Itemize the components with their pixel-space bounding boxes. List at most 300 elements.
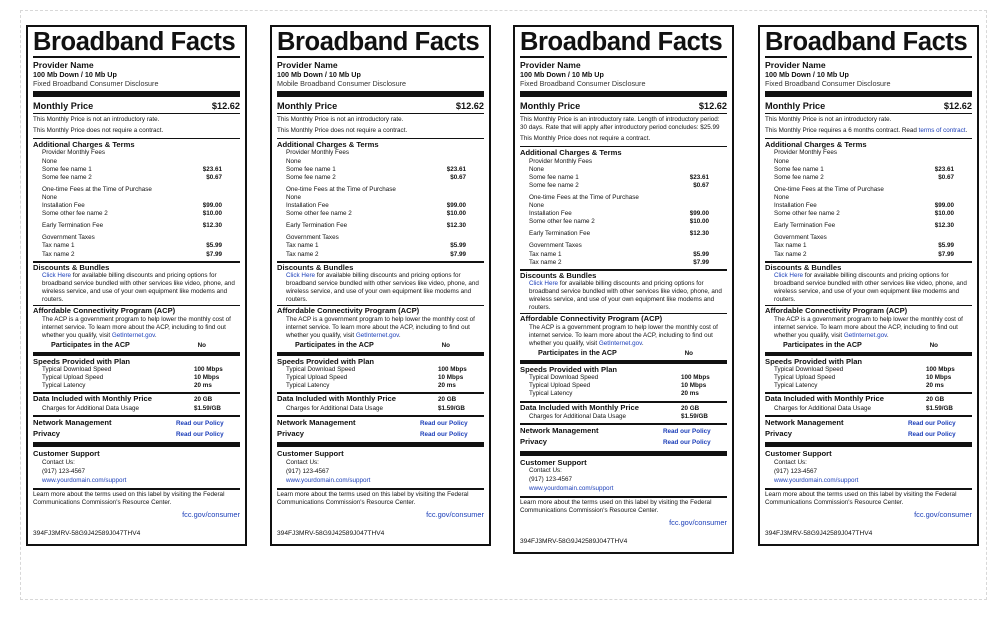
divider: [765, 415, 972, 417]
data-included-label: Data Included with Monthly Price: [33, 394, 152, 404]
data-charges-label: Charges for Additional Data Usage: [529, 412, 626, 420]
fee-value: $10.00: [446, 210, 466, 218]
data-charges-value: $1.59/GB: [438, 404, 465, 412]
speed-label: Typical Download Speed: [774, 366, 844, 374]
broadband-label-1: [26, 25, 247, 546]
speed-label: Typical Download Speed: [529, 374, 599, 382]
fee-label: Early Termination Fee: [42, 222, 104, 230]
tax-value: $5.99: [938, 242, 954, 250]
network-management-label: Network Management: [277, 417, 356, 427]
privacy-row: [33, 429, 240, 439]
customer-support-heading: Customer Support: [33, 449, 100, 459]
network-management-label: Network Management: [33, 417, 112, 427]
divider-thick: [33, 352, 240, 356]
acp-text: The ACP is a government program to help lower the monthly cost of internet service. To learn more about the ACP, including to find out whether you qualify, visit GetInternet.gov.: [286, 315, 475, 339]
privacy-label: Privacy: [277, 429, 305, 439]
one-time-fees-heading: One-time Fees at the Time of Purchase: [42, 185, 152, 193]
acp-participation-value: No: [929, 341, 938, 349]
divider-thick: [765, 352, 972, 356]
acp-text: The ACP is a government program to help lower the monthly cost of internet service. To learn more about the ACP, including to find out whether you qualify, visit GetInternet.gov.: [42, 315, 231, 339]
fee-label: Early Termination Fee: [774, 222, 836, 230]
support-website-link[interactable]: www.yourdomain.com/support: [774, 476, 859, 484]
one-time-none: None: [529, 202, 545, 210]
network-management-label: Network Management: [765, 417, 844, 427]
data-charges-value: $1.59/GB: [926, 404, 953, 412]
speed-row: [765, 382, 972, 390]
monthly-fees-none: None: [42, 157, 58, 165]
divider: [520, 423, 727, 425]
speeds-heading: Speeds Provided with Plan: [277, 356, 375, 366]
speed-label: Typical Download Speed: [286, 366, 356, 374]
fee-row: [765, 210, 972, 218]
fee-value: $12.30: [934, 222, 954, 230]
unique-plan-identifier: 394FJ3MRV-58G9J42589J047THV4: [33, 530, 141, 538]
fee-value: $23.61: [446, 165, 466, 173]
speed-label: Typical Upload Speed: [529, 382, 591, 390]
disclosure-type: Fixed Broadband Consumer Disclosure: [765, 79, 891, 88]
tax-label: Tax name 2: [42, 250, 75, 258]
speed-value: 10 Mbps: [681, 382, 707, 390]
divider: [277, 415, 484, 417]
additional-charges-heading: Additional Charges & Terms: [33, 140, 135, 150]
fee-label: Some fee name 2: [529, 181, 579, 189]
disclosure-type: Mobile Broadband Consumer Disclosure: [277, 79, 407, 88]
government-taxes-heading: Government Taxes: [529, 242, 582, 250]
contract-text: This Monthly Price does not require a contract.: [520, 135, 651, 143]
network-management-label: Network Management: [520, 425, 599, 435]
fee-value: $10.00: [689, 218, 709, 226]
provider-monthly-fees-heading: Provider Monthly Fees: [286, 149, 349, 157]
speed-value: 100 Mbps: [926, 366, 955, 374]
terms-of-contract-link[interactable]: terms of contract: [918, 127, 966, 135]
provider-name: Provider Name: [277, 60, 338, 70]
discounts-description: for available billing discounts and pricing options for broadband service bundled with other services like video, phone, and wireless service, and use of your own equipment like modems and routers.: [529, 280, 722, 312]
acp-heading: Affordable Connectivity Program (ACP): [765, 306, 908, 316]
getinternet-link[interactable]: GetInternet.gov: [111, 331, 155, 339]
divider-thick: [765, 442, 972, 447]
fee-label: Some fee name 2: [286, 173, 336, 181]
monthly-fees-none: None: [774, 157, 790, 165]
fee-label: Some fee name 2: [42, 173, 92, 181]
speed-value: 20 ms: [926, 382, 944, 390]
tax-value: $5.99: [693, 250, 709, 258]
divider: [520, 496, 727, 498]
speed-value: 20 ms: [194, 382, 212, 390]
fee-row: [765, 166, 972, 174]
discounts-heading: Discounts & Bundles: [33, 262, 110, 272]
provider-name: Provider Name: [33, 60, 94, 70]
fee-label: Some fee name 1: [774, 165, 824, 173]
data-included-label: Data Included with Monthly Price: [277, 394, 396, 404]
acp-participation-value: No: [684, 349, 693, 357]
privacy-policy-link[interactable]: Read our Policy: [908, 431, 956, 439]
monthly-price-value: $12.62: [698, 101, 727, 111]
broadband-label-3: [513, 25, 734, 554]
privacy-policy-link[interactable]: Read our Policy: [420, 431, 468, 439]
support-phone: (917) 123-4567: [774, 467, 818, 475]
label-title: Broadband Facts: [520, 29, 727, 58]
divider-thick: [520, 360, 727, 364]
speed-row: [765, 366, 972, 374]
tax-value: $7.99: [450, 250, 466, 258]
monthly-price-value: $12.62: [943, 101, 972, 111]
fee-value: $99.00: [446, 202, 466, 210]
customer-support-heading: Customer Support: [520, 457, 587, 467]
label-title: Broadband Facts: [277, 29, 484, 58]
contact-us-label: Contact Us:: [774, 458, 807, 466]
discounts-description: for available billing discounts and pricing options for broadband service bundled with other services like video, phone, and wireless service, and use of your own equipment like modems and routers.: [286, 271, 479, 304]
discounts-text: [520, 280, 727, 312]
contact-us-label: Contact Us:: [286, 458, 319, 466]
discounts-text: [765, 272, 972, 304]
privacy-row: [520, 437, 727, 447]
acp-heading: Affordable Connectivity Program (ACP): [520, 314, 663, 324]
tax-label: Tax name 1: [286, 242, 319, 250]
tax-label: Tax name 2: [774, 250, 807, 258]
fee-row: [277, 174, 484, 182]
discounts-text: [277, 272, 484, 304]
contract-text: [765, 127, 972, 135]
fee-row: [277, 210, 484, 218]
unique-plan-identifier: 394FJ3MRV-58G9J42589J047THV4: [277, 530, 385, 538]
speeds-heading: Speeds Provided with Plan: [33, 356, 131, 366]
monthly-price-row: [520, 97, 727, 113]
acp-participation-label: Participates in the ACP: [295, 339, 374, 349]
data-included-value: 20 GB: [438, 396, 457, 404]
divider: [765, 488, 972, 490]
privacy-row: [765, 429, 972, 439]
one-time-none: None: [42, 193, 58, 201]
divider: [33, 138, 240, 139]
divider-thick: [277, 442, 484, 447]
fee-row: [765, 222, 972, 230]
unique-plan-identifier: 394FJ3MRV-58G9J42589J047THV4: [765, 530, 873, 538]
one-time-fees-heading: One-time Fees at the Time of Purchase: [286, 185, 396, 193]
speed-value: 10 Mbps: [194, 374, 220, 382]
learn-more-text: Learn more about the terms used on this label by visiting the Federal Communications Commission's Resource Center.: [277, 491, 469, 507]
acp-participation-row: [33, 340, 240, 350]
fee-value: $12.30: [202, 222, 222, 230]
fee-row: [33, 222, 240, 230]
tax-label: Tax name 2: [529, 258, 562, 266]
click-here-link[interactable]: Click Here: [774, 271, 804, 279]
provider-monthly-fees-heading: Provider Monthly Fees: [774, 149, 837, 157]
acp-participation-row: [765, 340, 972, 350]
fee-label: Some other fee name 2: [774, 210, 840, 218]
learn-more-text: Learn more about the terms used on this label by visiting the Federal Communications Commission's Resource Center.: [33, 491, 225, 507]
network-policy-link[interactable]: Read our Policy: [663, 427, 711, 435]
divider: [520, 146, 727, 147]
network-policy-link[interactable]: Read our Policy: [176, 419, 224, 427]
speed-label: Typical Latency: [286, 382, 330, 390]
fcc-consumer-link[interactable]: fcc.gov/consumer: [669, 518, 727, 528]
fee-label: Early Termination Fee: [529, 230, 591, 238]
fee-value: $99.00: [934, 202, 954, 210]
fee-value: $0.67: [450, 173, 466, 181]
fee-row: [520, 218, 727, 226]
fee-value: $10.00: [202, 210, 222, 218]
support-phone: (917) 123-4567: [286, 467, 330, 475]
fee-row: [277, 166, 484, 174]
divider-thick: [33, 442, 240, 447]
data-charges-label: Charges for Additional Data Usage: [42, 404, 139, 412]
network-policy-link[interactable]: Read our Policy: [908, 419, 956, 427]
fee-row: [33, 166, 240, 174]
divider: [33, 488, 240, 490]
speed-row: [277, 374, 484, 382]
speed-label: Typical Latency: [774, 382, 818, 390]
fcc-consumer-link[interactable]: fcc.gov/consumer: [914, 510, 972, 520]
fcc-consumer-link[interactable]: fcc.gov/consumer: [182, 510, 240, 520]
tax-row: [520, 251, 727, 259]
acp-description: The ACP is a government program to help lower the monthly cost of internet service. To learn more about the ACP, including to find out whether you qualify, visit: [774, 315, 963, 339]
monthly-price-row: [765, 97, 972, 113]
data-included-row: [33, 394, 240, 404]
speed-row: [765, 374, 972, 382]
data-charges-row: [520, 413, 727, 421]
network-policy-link[interactable]: Read our Policy: [420, 419, 468, 427]
fee-row: [520, 182, 727, 190]
support-website-link[interactable]: www.yourdomain.com/support: [286, 476, 371, 484]
speed-row: [277, 382, 484, 390]
monthly-price-row: [277, 97, 484, 113]
one-time-none: None: [286, 193, 302, 201]
speed-row: [33, 382, 240, 390]
fee-row: [277, 222, 484, 230]
provider-name: Provider Name: [765, 60, 826, 70]
one-time-fees-heading: One-time Fees at the Time of Purchase: [774, 185, 884, 193]
monthly-price-label: Monthly Price: [765, 101, 826, 111]
data-included-value: 20 GB: [926, 396, 945, 404]
provider-monthly-fees-heading: Provider Monthly Fees: [529, 157, 592, 165]
tax-value: $7.99: [938, 250, 954, 258]
speed-row: [33, 374, 240, 382]
fee-row: [277, 202, 484, 210]
network-management-row: [765, 418, 972, 428]
monthly-price-label: Monthly Price: [33, 101, 94, 111]
speed-label: Typical Upload Speed: [42, 374, 104, 382]
getinternet-link[interactable]: GetInternet.gov: [598, 339, 642, 347]
monthly-fees-none: None: [529, 165, 545, 173]
fee-value: $23.61: [202, 165, 222, 173]
one-time-fees-heading: One-time Fees at the Time of Purchase: [529, 193, 639, 201]
customer-support-heading: Customer Support: [277, 449, 344, 459]
one-time-none: None: [774, 193, 790, 201]
data-included-label: Data Included with Monthly Price: [520, 402, 639, 412]
divider: [277, 138, 484, 139]
contract-text: This Monthly Price does not require a contract.: [33, 127, 164, 135]
speed-row: [520, 390, 727, 398]
fee-label: Some other fee name 2: [286, 210, 352, 218]
speed-row: [520, 382, 727, 390]
divider-thick: [277, 352, 484, 356]
divider: [765, 113, 972, 114]
acp-participation-label: Participates in the ACP: [783, 339, 862, 349]
data-charges-row: [33, 405, 240, 413]
speed-header: 100 Mb Down / 10 Mb Up: [33, 70, 117, 79]
data-charges-label: Charges for Additional Data Usage: [774, 404, 871, 412]
speed-header: 100 Mb Down / 10 Mb Up: [277, 70, 361, 79]
divider: [33, 113, 240, 114]
tax-row: [33, 251, 240, 259]
broadband-label-4: [758, 25, 979, 546]
disclosure-type: Fixed Broadband Consumer Disclosure: [33, 79, 159, 88]
contact-us-label: Contact Us:: [529, 466, 562, 474]
label-title: Broadband Facts: [765, 29, 972, 58]
fee-row: [520, 210, 727, 218]
speed-value: 20 ms: [681, 390, 699, 398]
fee-row: [765, 174, 972, 182]
data-included-label: Data Included with Monthly Price: [765, 394, 884, 404]
speed-value: 20 ms: [438, 382, 456, 390]
government-taxes-heading: Government Taxes: [42, 234, 95, 242]
tax-row: [277, 251, 484, 259]
fee-value: $0.67: [206, 173, 222, 181]
unique-plan-identifier: 394FJ3MRV-58G9J42589J047THV4: [520, 538, 628, 546]
data-included-row: [520, 403, 727, 413]
speed-label: Typical Latency: [529, 390, 573, 398]
network-management-row: [277, 418, 484, 428]
privacy-label: Privacy: [33, 429, 61, 439]
data-included-value: 20 GB: [194, 396, 213, 404]
tax-label: Tax name 1: [42, 242, 75, 250]
acp-participation-label: Participates in the ACP: [51, 339, 130, 349]
acp-description: The ACP is a government program to help lower the monthly cost of internet service. To learn more about the ACP, including to find out whether you qualify, visit: [286, 315, 475, 339]
acp-participation-row: [277, 340, 484, 350]
contract-post-text: .: [965, 127, 968, 135]
acp-text: The ACP is a government program to help lower the monthly cost of internet service. To learn more about the ACP, including to find out whether you qualify, visit GetInternet.gov.: [774, 315, 963, 339]
getinternet-link[interactable]: GetInternet.gov: [843, 331, 887, 339]
provider-name: Provider Name: [520, 60, 581, 70]
speeds-heading: Speeds Provided with Plan: [520, 364, 618, 374]
fee-value: $23.61: [689, 173, 709, 181]
click-here-link[interactable]: Click Here: [529, 280, 559, 287]
divider: [33, 415, 240, 417]
speed-row: [520, 374, 727, 382]
monthly-price-label: Monthly Price: [277, 101, 338, 111]
fee-value: $99.00: [689, 210, 709, 218]
fee-value: $0.67: [938, 173, 954, 181]
tax-value: $7.99: [206, 250, 222, 258]
acp-participation-row: [520, 348, 727, 358]
fee-row: [520, 174, 727, 182]
privacy-row: [277, 429, 484, 439]
acp-heading: Affordable Connectivity Program (ACP): [33, 306, 176, 316]
tax-row: [765, 251, 972, 259]
fee-value: $99.00: [202, 202, 222, 210]
provider-monthly-fees-heading: Provider Monthly Fees: [42, 149, 105, 157]
intro-rate-text: This Monthly Price is an introductory rate. Length of introductory period: 30 days. Rate that will apply after introductory period concludes: $25.99: [520, 116, 720, 132]
support-phone: (917) 123-4567: [529, 475, 573, 483]
contact-us-label: Contact Us:: [42, 458, 75, 466]
support-website-link[interactable]: www.yourdomain.com/support: [42, 476, 127, 484]
monthly-price-value: $12.62: [211, 101, 240, 111]
tax-label: Tax name 1: [529, 250, 562, 258]
acp-participation-label: Participates in the ACP: [538, 347, 617, 357]
fee-row: [765, 202, 972, 210]
fcc-consumer-link[interactable]: fcc.gov/consumer: [426, 510, 484, 520]
fee-value: $0.67: [693, 181, 709, 189]
speed-header: 100 Mb Down / 10 Mb Up: [765, 70, 849, 79]
fee-value: $23.61: [934, 165, 954, 173]
learn-more-text: Learn more about the terms used on this label by visiting the Federal Communications Commission's Resource Center.: [520, 499, 712, 515]
speed-row: [33, 366, 240, 374]
broadband-label-2: [270, 25, 491, 546]
fee-label: Some fee name 1: [529, 173, 579, 181]
fee-row: [33, 174, 240, 182]
fee-label: Some other fee name 2: [529, 218, 595, 226]
discounts-text: [33, 272, 240, 304]
speed-value: 10 Mbps: [438, 374, 464, 382]
privacy-policy-link[interactable]: Read our Policy: [663, 439, 711, 447]
acp-participation-value: No: [441, 341, 450, 349]
data-charges-row: [765, 405, 972, 413]
support-website-link[interactable]: www.yourdomain.com/support: [529, 485, 614, 492]
customer-support-heading: Customer Support: [765, 449, 832, 459]
discounts-heading: Discounts & Bundles: [520, 270, 597, 280]
divider: [520, 113, 727, 114]
intro-rate-text: This Monthly Price is not an introductory rate.: [765, 116, 892, 123]
divider: [765, 138, 972, 139]
fee-label: Early Termination Fee: [286, 222, 348, 230]
tax-value: $7.99: [693, 258, 709, 266]
fee-value: $10.00: [934, 210, 954, 218]
speed-value: 100 Mbps: [194, 366, 223, 374]
fee-label: Installation Fee: [286, 202, 329, 210]
contract-text: This Monthly Price does not require a contract.: [277, 127, 408, 135]
privacy-label: Privacy: [765, 429, 793, 439]
speed-header: 100 Mb Down / 10 Mb Up: [520, 70, 604, 79]
divider: [277, 113, 484, 114]
fee-label: Installation Fee: [774, 202, 817, 210]
click-here-link[interactable]: Click Here: [286, 271, 316, 279]
government-taxes-heading: Government Taxes: [286, 234, 339, 242]
tax-row: [765, 242, 972, 250]
speed-value: 10 Mbps: [926, 374, 952, 382]
additional-charges-heading: Additional Charges & Terms: [277, 140, 379, 150]
divider: [277, 488, 484, 490]
intro-rate-text: This Monthly Price is not an introductory rate.: [33, 116, 160, 123]
fee-label: Some fee name 1: [286, 165, 336, 173]
monthly-price-row: [33, 97, 240, 113]
additional-charges-heading: Additional Charges & Terms: [520, 148, 622, 158]
fee-label: Some other fee name 2: [42, 210, 108, 218]
privacy-policy-link[interactable]: Read our Policy: [176, 431, 224, 439]
contract-pre-text: This Monthly Price requires a 6 months contract. Read: [765, 127, 919, 135]
government-taxes-heading: Government Taxes: [774, 234, 827, 242]
click-here-link[interactable]: Click Here: [42, 271, 72, 279]
getinternet-link[interactable]: GetInternet.gov: [355, 331, 399, 339]
divider-thick: [520, 451, 727, 456]
fee-label: Some fee name 2: [774, 173, 824, 181]
acp-description: The ACP is a government program to help lower the monthly cost of internet service. To learn more about the ACP, including to find out whether you qualify, visit: [529, 323, 718, 347]
fee-value: $12.30: [446, 222, 466, 230]
speed-label: Typical Upload Speed: [286, 374, 348, 382]
speeds-heading: Speeds Provided with Plan: [765, 356, 863, 366]
tax-row: [277, 242, 484, 250]
privacy-label: Privacy: [520, 437, 548, 447]
tax-row: [520, 259, 727, 267]
support-phone: (917) 123-4567: [42, 467, 86, 475]
tax-value: $5.99: [450, 242, 466, 250]
data-charges-label: Charges for Additional Data Usage: [286, 404, 383, 412]
discounts-description: for available billing discounts and pricing options for broadband service bundled with other services like video, phone, and wireless service, and use of your own equipment like modems and routers.: [42, 271, 235, 304]
monthly-fees-none: None: [286, 157, 302, 165]
additional-charges-heading: Additional Charges & Terms: [765, 140, 867, 150]
speed-row: [277, 366, 484, 374]
acp-heading: Affordable Connectivity Program (ACP): [277, 306, 420, 316]
data-charges-value: $1.59/GB: [681, 412, 708, 420]
